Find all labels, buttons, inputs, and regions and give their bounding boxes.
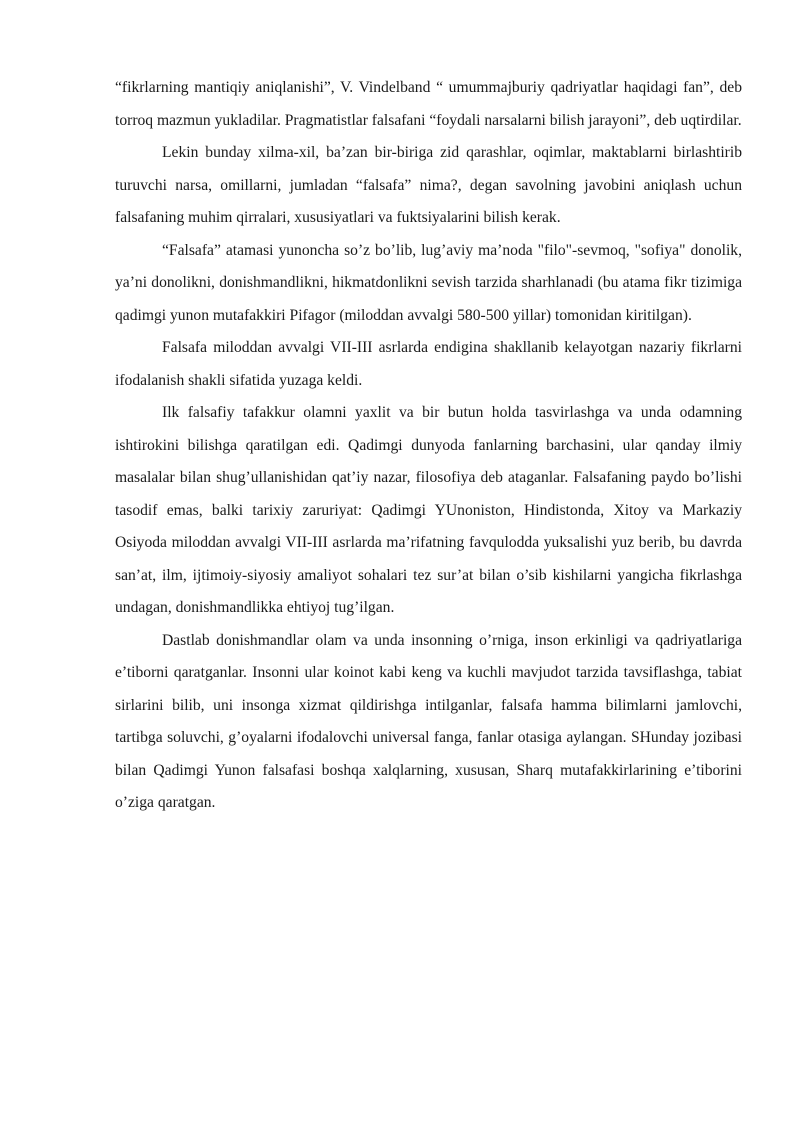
paragraph-early-philosophy: Ilk falsafiy tafakkur olamni yaxlit va bir butun holda tasvirlashga va unda odamning ishtirokini bilishga qaratilgan edi. Qadimgi dunyoda fanlarning barchasini, ular qanday ilmiy masalalar bilan shug’ullanishidan qat’iy nazar, filosofiya deb ataganlar. Falsafaning paydo bo’lishi tasodif emas, balki tarixiy zaruriyat: Qadimgi YUnoniston, Hindistonda, Xitoy va Markaziy Osiyoda miloddan avvalgi VII-III asrlarda ma’rifatning favqulodda yuksalishi yuz berib, bu davrda san’at, ilm, ijtimoiy-siyosiy amaliyot sohalari tez sur’at bilan o’sib kishilarni yangicha fikrlashga undagan, donishmandlikka ehtiyoj tug’ilgan. (115, 404, 742, 616)
paragraph-term-etymology: “Falsafa” atamasi yunoncha so’z bo’lib, lug’aviy ma’noda "filo"-sevmoq, "sofiya" donolik, ya’ni donolikni, donishmandlikni, hikmatdonlikni sevish tarzida sharhlanadi (bu atama fikr tizimiga qadimgi yunon mutafakkiri Pifagor (miloddan avvalgi 580-500 yillar) tomonidan kiritilgan). (115, 241, 742, 324)
document-page (115, 72, 742, 820)
paragraph-continuation: “fikrlarning mantiqiy aniqlanishi”, V. Vindelband “ umummajburiy qadriyatlar haqidagi fan”, deb torroq mazmun yukladilar. Pragmatistlar falsafani “foydali narsalarni bilish jarayoni”, deb uqtirdilar. (115, 79, 742, 129)
paragraph-falsafa-question: Lekin bunday xilma-xil, ba’zan bir-biriga zid qarashlar, oqimlar, maktablarni birlashtirib turuvchi narsa, omillarni, jumladan “falsafa” nima?, degan savolning javobini aniqlash uchun falsafaning muhim qirralari, xususiyatlari va fuktsiyalarini bilish kerak. (115, 144, 742, 226)
paragraph-origin-period: Falsafa miloddan avvalgi VII-III asrlarda endigina shakllanib kelayotgan nazariy fikrlarni ifodalanish shakli sifatida yuzaga keldi. (115, 339, 742, 389)
paragraph-early-thinkers: Dastlab donishmandlar olam va unda insonning o’rniga, inson erkinligi va qadriyatlariga e’tiborni qaratganlar. Insonni ular koinot kabi keng va kuchli mavjudot tarzida tavsiflashga, tabiat sirlarini bilib, uni insonga xizmat qildirishga intilganlar, falsafa hamma bilimlarni jamlovchi, tartibga soluvchi, g’oyalarni ifodalovchi universal fanga, fanlar otasiga aylangan. SHunday jozibasi bilan Qadimgi Yunon falsafasi boshqa xalqlarning, xususan, Sharq mutafakkirlarining e’tiborini o’ziga qaratgan. (115, 631, 742, 811)
